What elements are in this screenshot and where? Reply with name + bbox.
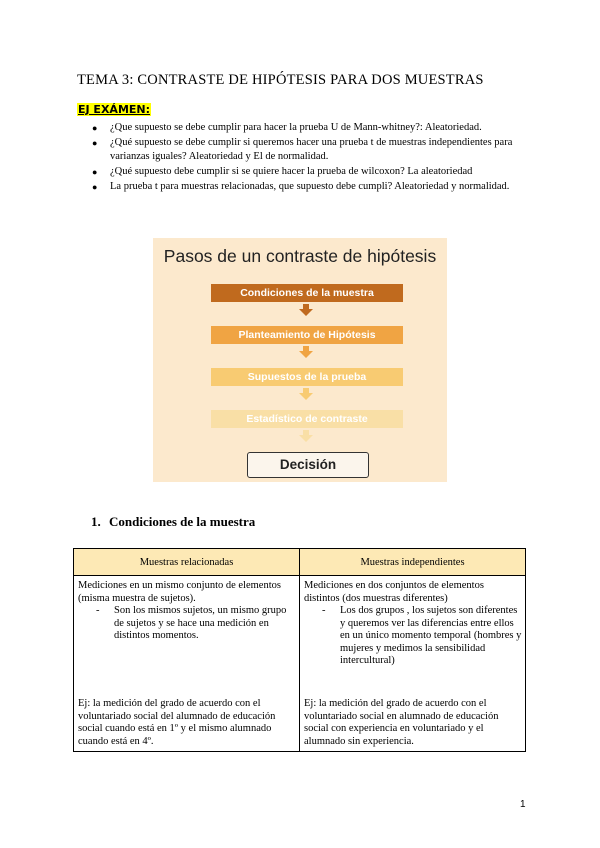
list-item [92, 180, 522, 194]
question-text: ¿Qué supuesto debe cumplir si se quiere hacer la prueba de wilcoxon? La aleatoriedad [110, 166, 473, 177]
independent-description: Mediciones en dos conjuntos de elementos distintos (dos muestras diferentes) [304, 580, 484, 604]
bullet-icon: ● [92, 167, 98, 177]
arrow-down-icon [299, 346, 313, 358]
question-list [92, 121, 522, 195]
independent-example: Ej: la medición del grado de acuerdo con el voluntariado social en alumnado de educación social con experiencia en voluntariado y el alumnado sin experiencia. [304, 698, 499, 747]
section-number: 1. [91, 514, 101, 529]
question-text: La prueba t para muestras relacionadas, que supuesto debe cumpli? Aleatoriedad y normalidad. [110, 181, 510, 192]
related-description: Mediciones en un mismo conjunto de elementos (misma muestra de sujetos). [78, 580, 281, 604]
diagram-title: Pasos de un contraste de hipótesis [163, 246, 437, 266]
related-detail: Son los mismos sujetos, un mismo grupo de sujetos y se hace una medición en distintos momentos. [114, 605, 287, 641]
list-item [92, 121, 522, 135]
header-independent: Muestras independientes [300, 549, 526, 576]
step-test-assumptions: Supuestos de la prueba [211, 368, 403, 386]
table-row [74, 576, 526, 752]
independent-detail: Los dos grupos , los sujetos son diferentes y queremos ver las diferencias entre ellos en un único momento temporal (hombres y mujeres y medimos la sensibilidad intercultural) [340, 605, 522, 666]
header-related: Muestras relacionadas [74, 549, 300, 576]
bullet-icon: ● [92, 138, 98, 148]
page-number: 1 [520, 799, 526, 810]
cell-independent-definition [300, 576, 526, 752]
step-hypothesis-statement: Planteamiento de Hipótesis [211, 326, 403, 344]
decision-box: Decisión [247, 452, 369, 478]
hypothesis-steps-diagram [153, 238, 447, 482]
cell-related-definition [74, 576, 300, 752]
exam-label: EJ EXÁMEN: [78, 103, 151, 116]
related-example: Ej: la medición del grado de acuerdo con el voluntariado social del alumnado de educación social cuando está en 1º y el mismo alumnado cuando está en 4º. [78, 698, 276, 747]
question-text: ¿Que supuesto se debe cumplir para hacer la prueba U de Mann-whitney?: Aleatoriedad. [110, 122, 482, 133]
step-test-statistic: Estadístico de contraste [211, 410, 403, 428]
table-header-row [74, 549, 526, 576]
section-title: Condiciones de la muestra [109, 514, 256, 529]
arrow-down-icon [299, 304, 313, 316]
section-heading [91, 514, 255, 530]
arrow-down-icon [299, 430, 313, 442]
independent-detail-item: - Los dos grupos , los sujetos son diferentes y queremos ver las diferencias entre ellos en un único momento temporal (hombres y mujeres y medimos la sensibilidad intercultural) [322, 605, 522, 666]
list-item [92, 165, 522, 179]
bullet-icon: ● [92, 182, 98, 192]
step-sample-conditions: Condiciones de la muestra [211, 284, 403, 302]
related-detail-item: - Son los mismos sujetos, un mismo grupo de sujetos y se hace una medición en distintos momentos. [96, 605, 287, 641]
list-item [92, 136, 522, 164]
page-title: TEMA 3: CONTRASTE DE HIPÓTESIS PARA DOS MUESTRAS [77, 72, 484, 88]
comparison-table [73, 548, 526, 752]
bullet-icon: ● [92, 123, 98, 133]
question-text: ¿Qué supuesto se debe cumplir si queremos hacer una prueba t de muestras independientes para varianzas iguales? Aleatoriedad y El de normalidad. [110, 137, 513, 162]
arrow-down-icon [299, 388, 313, 400]
